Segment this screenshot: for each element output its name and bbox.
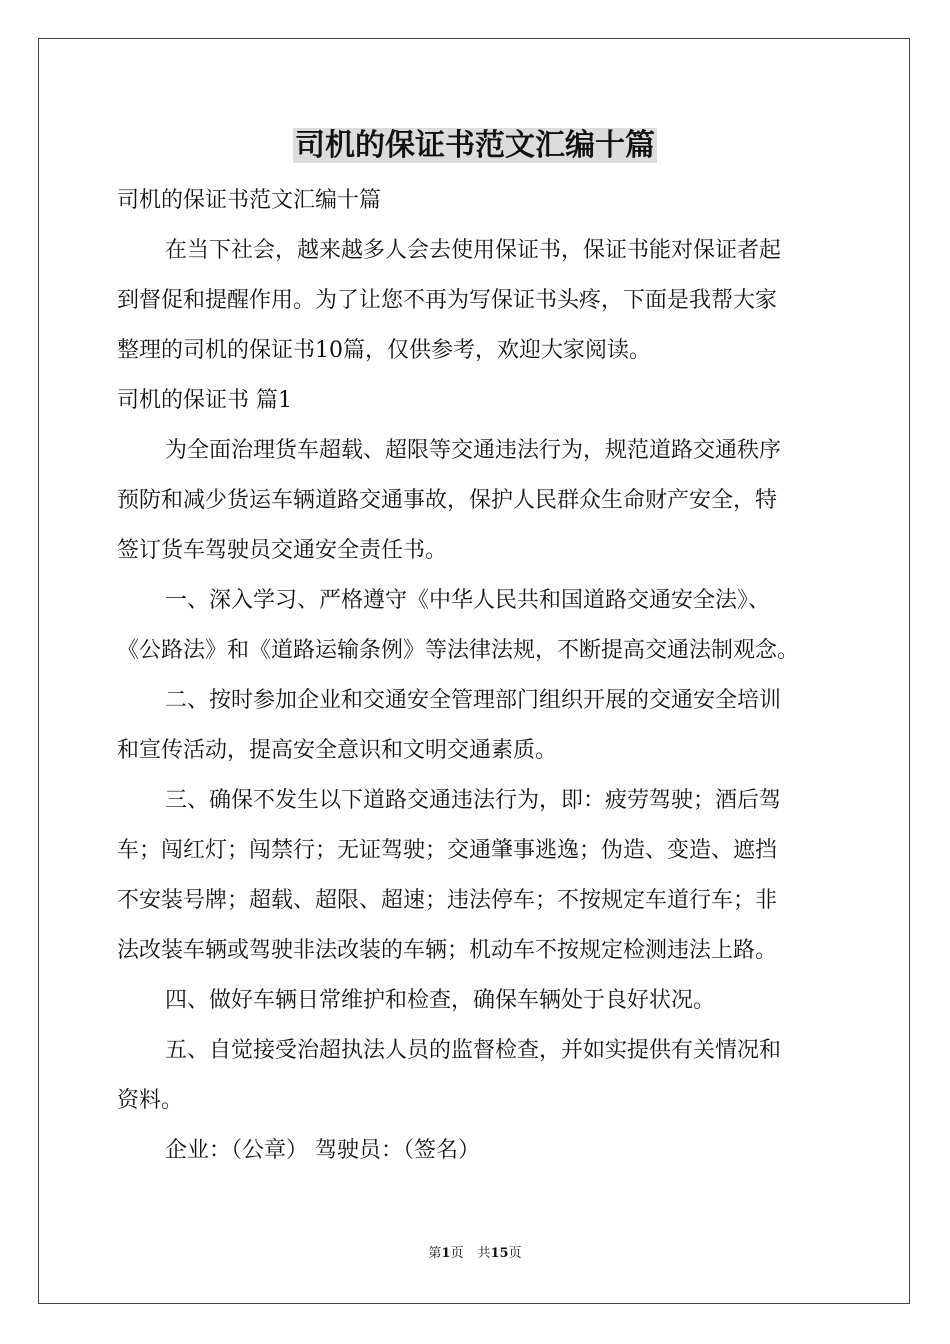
item-five-line-1: 五、自觉接受治超执法人员的监督检查，并如实提供有关情况和 xyxy=(165,1038,782,1063)
item-three-line-3: 不安装号牌；超载、超限、超速；违法停车；不按规定车道行车；非 xyxy=(117,888,778,913)
item-four-line-1: 四、做好车辆日常维护和检查，确保车辆处于良好状况。 xyxy=(165,988,716,1013)
item-three-line-4: 法改装车辆或驾驶非法改装的车辆；机动车不按规定检测违法上路。 xyxy=(117,938,778,963)
purpose-paragraph-line-3: 签订货车驾驶员交通安全责任书。 xyxy=(117,538,448,563)
item-one-line-2: 《公路法》和《道路运输条例》等法律法规，不断提高交通法制观念。 xyxy=(117,638,800,663)
page-prefix: 第 xyxy=(428,1246,442,1261)
intro-paragraph-line-1: 在当下社会，越来越多人会去使用保证书，保证书能对保证者起 xyxy=(165,238,782,263)
item-one-line-1: 一、深入学习、严格遵守《中华人民共和国道路交通安全法》、 xyxy=(165,588,771,613)
item-three-line-2: 车；闯红灯；闯禁行；无证驾驶；交通肇事逃逸；伪造、变造、遮挡 xyxy=(117,838,778,863)
item-two-line-2: 和宣传活动，提高安全意识和文明交通素质。 xyxy=(117,738,558,763)
document-title xyxy=(0,124,950,168)
purpose-paragraph-line-2: 预防和减少货运车辆道路交通事故，保护人民群众生命财产安全，特 xyxy=(117,488,778,513)
page-total: 15 xyxy=(490,1246,509,1261)
page-footer xyxy=(0,1244,950,1264)
document-body xyxy=(117,176,857,1176)
item-two-line-1: 二、按时参加企业和交通安全管理部门组织开展的交通安全培训 xyxy=(165,688,782,713)
item-three-line-1: 三、确保不发生以下道路交通违法行为，即：疲劳驾驶；酒后驾 xyxy=(165,788,782,813)
item-five-line-2: 资料。 xyxy=(117,1088,184,1113)
section-heading: 司机的保证书 篇1 xyxy=(117,388,292,413)
total-prefix: 共 xyxy=(477,1246,491,1261)
signature-line: 企业：（公章） 驾驶员：（签名） xyxy=(165,1138,480,1163)
subtitle-line: 司机的保证书范文汇编十篇 xyxy=(117,188,382,213)
page-suffix: 页 xyxy=(450,1246,464,1261)
document-title-text: 司机的保证书范文汇编十篇 xyxy=(295,128,655,163)
purpose-paragraph-line-1: 为全面治理货车超载、超限等交通违法行为，规范道路交通秩序 xyxy=(165,438,782,463)
intro-paragraph-line-2: 到督促和提醒作用。为了让您不再为写保证书头疼，下面是我帮大家 xyxy=(117,288,778,313)
total-suffix: 页 xyxy=(508,1246,522,1261)
page-current: 1 xyxy=(441,1246,451,1261)
intro-paragraph-line-3: 整理的司机的保证书10篇，仅供参考，欢迎大家阅读。 xyxy=(117,338,651,363)
